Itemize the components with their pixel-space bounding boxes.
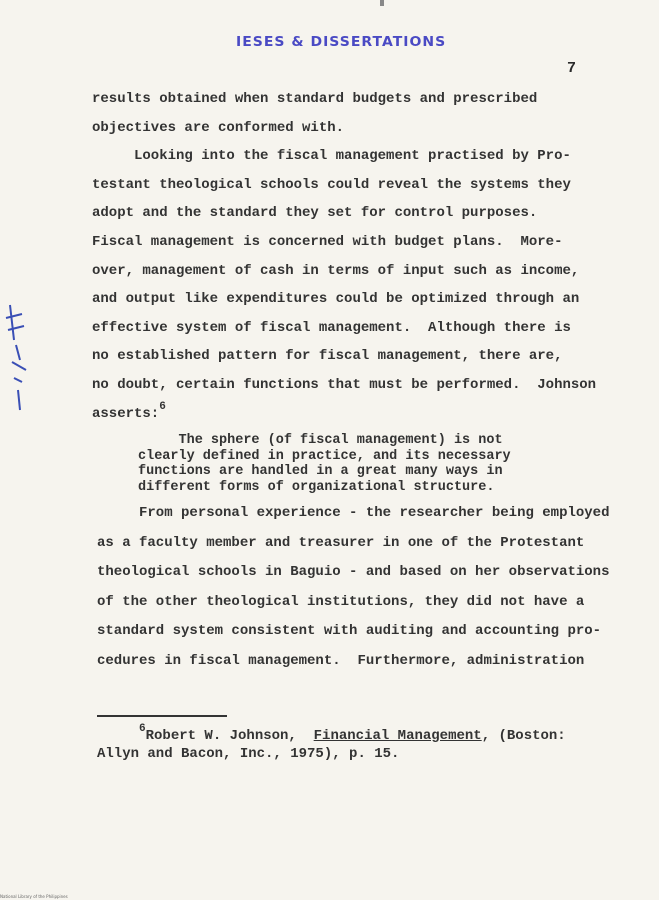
handwritten-annotation <box>0 300 32 415</box>
thesis-stamp: IESES & DISSERTATIONS <box>236 34 447 50</box>
text-line: clearly defined in practice, and its necessary <box>138 448 511 464</box>
text-line: The sphere (of fiscal management) is not <box>138 433 503 448</box>
footnote-title: Financial Management <box>313 728 482 744</box>
footnote-line-2: Allyn and Bacon, Inc., 1975), p. 15. <box>97 746 400 762</box>
text-line: no doubt, certain functions that must be performed. Johnson <box>92 377 597 393</box>
footnote-ref: 6 <box>159 400 166 413</box>
text-line: cedures in fiscal management. Furthermore, administration <box>97 652 585 669</box>
text-line: no established pattern for fiscal management, there are, <box>92 348 563 365</box>
footnote-rule <box>97 715 227 717</box>
text-line: results obtained when standard budgets and prescribed <box>92 91 538 107</box>
text-line: standard system consistent with auditing and accounting pro- <box>97 623 602 639</box>
text-line: Fiscal management is concerned with budget plans. More- <box>92 234 563 250</box>
footnote-line-1 <box>139 723 566 745</box>
text-line: and output like expenditures could be optimized through an <box>92 291 580 308</box>
footnote-number: 6 <box>139 723 146 735</box>
text-line: effective system of fiscal management. Although there is <box>92 319 571 336</box>
text-line: asserts:$^6$ <box>92 400 166 422</box>
text-line: as a faculty member and treasurer in one of the Protestant <box>97 534 585 551</box>
text-line: theological schools in Baguio - and based on her observations <box>97 564 610 580</box>
text-line: of the other theological institutions, they did not have a <box>97 593 585 610</box>
text-line: functions are handled in a great many ways in <box>138 464 503 479</box>
text-line: Looking into the fiscal management practised by Pro- <box>92 148 571 165</box>
text-line: testant theological schools could reveal the systems they <box>92 176 571 193</box>
text-line: objectives are conformed with. <box>92 119 345 136</box>
footnote-publisher: , (Boston: <box>481 728 566 744</box>
text-line: adopt and the standard they set for control purposes. <box>92 205 538 222</box>
footnote-author: Robert W. Johnson, <box>145 728 297 744</box>
page-number: 7 <box>567 60 577 77</box>
text-line: From personal experience - the researcher being employed <box>97 505 610 521</box>
text-line: different forms of organizational structure. <box>138 479 495 495</box>
text-line: over, management of cash in terms of input such as income, <box>92 262 580 279</box>
scan-footer: National Library of the Philippines <box>0 894 68 899</box>
scan-mark <box>380 0 384 6</box>
